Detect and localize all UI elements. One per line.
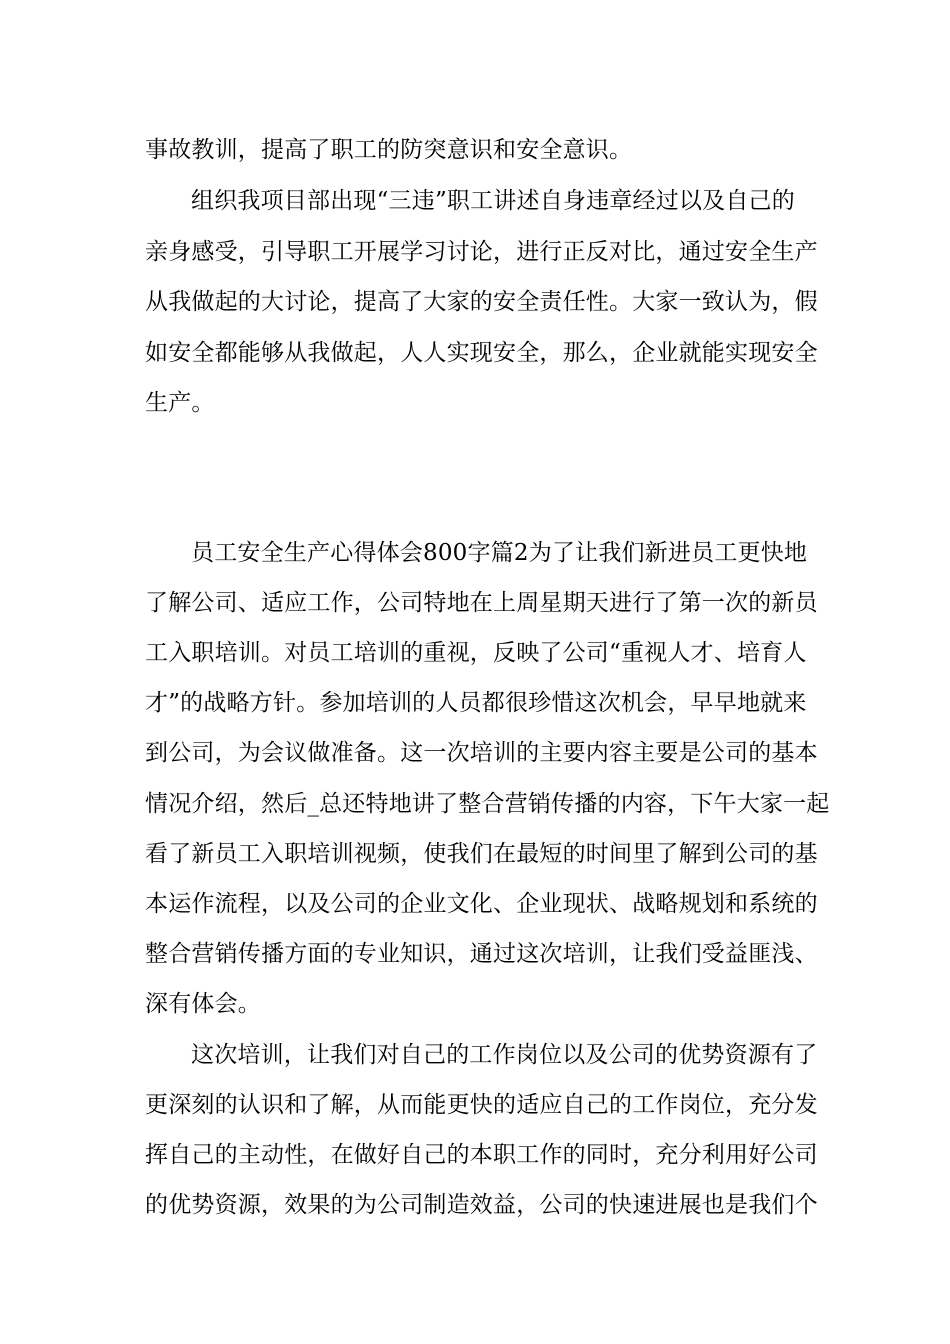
text-line: 本运作流程，以及公司的企业文化、企业现状、战略规划和系统的 (145, 891, 818, 917)
text-line: 如安全都能够从我做起，人人实现安全，那么，企业就能实现安全 (145, 340, 818, 366)
text-line: 才”的战略方针。参加培训的人员都很珍惜这次机会，早早地就来 (145, 690, 807, 716)
text-line: 更深刻的认识和了解，从而能更快的适应自己的工作岗位，充分发 (145, 1092, 818, 1118)
text-line: 生产。 (145, 390, 215, 416)
text-line: 事故教训，提高了职工的防突意识和安全意识。 (145, 137, 633, 163)
text-line: 挥自己的主动性，在做好自己的本职工作的同时，充分利用好公司 (145, 1142, 818, 1168)
text-line: 情况介绍，然后_总还特地讲了整合营销传播的内容，下午大家一起 (145, 791, 830, 817)
text-line: 到公司，为会议做准备。这一次培训的主要内容主要是公司的基本 (145, 740, 818, 766)
text-line: 员工安全生产心得体会800字篇2为了让我们新进员工更快地 (191, 540, 808, 566)
text-line: 组织我项目部出现“三违”职工讲述自身违章经过以及自己的 (191, 188, 795, 214)
text-line: 从我做起的大讨论，提高了大家的安全责任性。大家一致认为，假 (145, 289, 818, 315)
text-line: 整合营销传播方面的专业知识，通过这次培训，让我们受益匪浅、 (145, 941, 818, 967)
text-line: 这次培训，让我们对自己的工作岗位以及公司的优势资源有了 (191, 1042, 818, 1068)
text-line: 深有体会。 (145, 991, 261, 1017)
text-line: 了解公司、适应工作，公司特地在上周星期天进行了第一次的新员 (145, 590, 818, 616)
text-line: 工入职培训。对员工培训的重视，反映了公司“重视人才、培育人 (145, 640, 807, 666)
text-line: 看了新员工入职培训视频，使我们在最短的时间里了解到公司的基 (145, 841, 818, 867)
text-line: 亲身感受，引导职工开展学习讨论，进行正反对比，通过安全生产 (145, 239, 818, 265)
text-line: 的优势资源，效果的为公司制造效益，公司的快速进展也是我们个 (145, 1192, 818, 1218)
